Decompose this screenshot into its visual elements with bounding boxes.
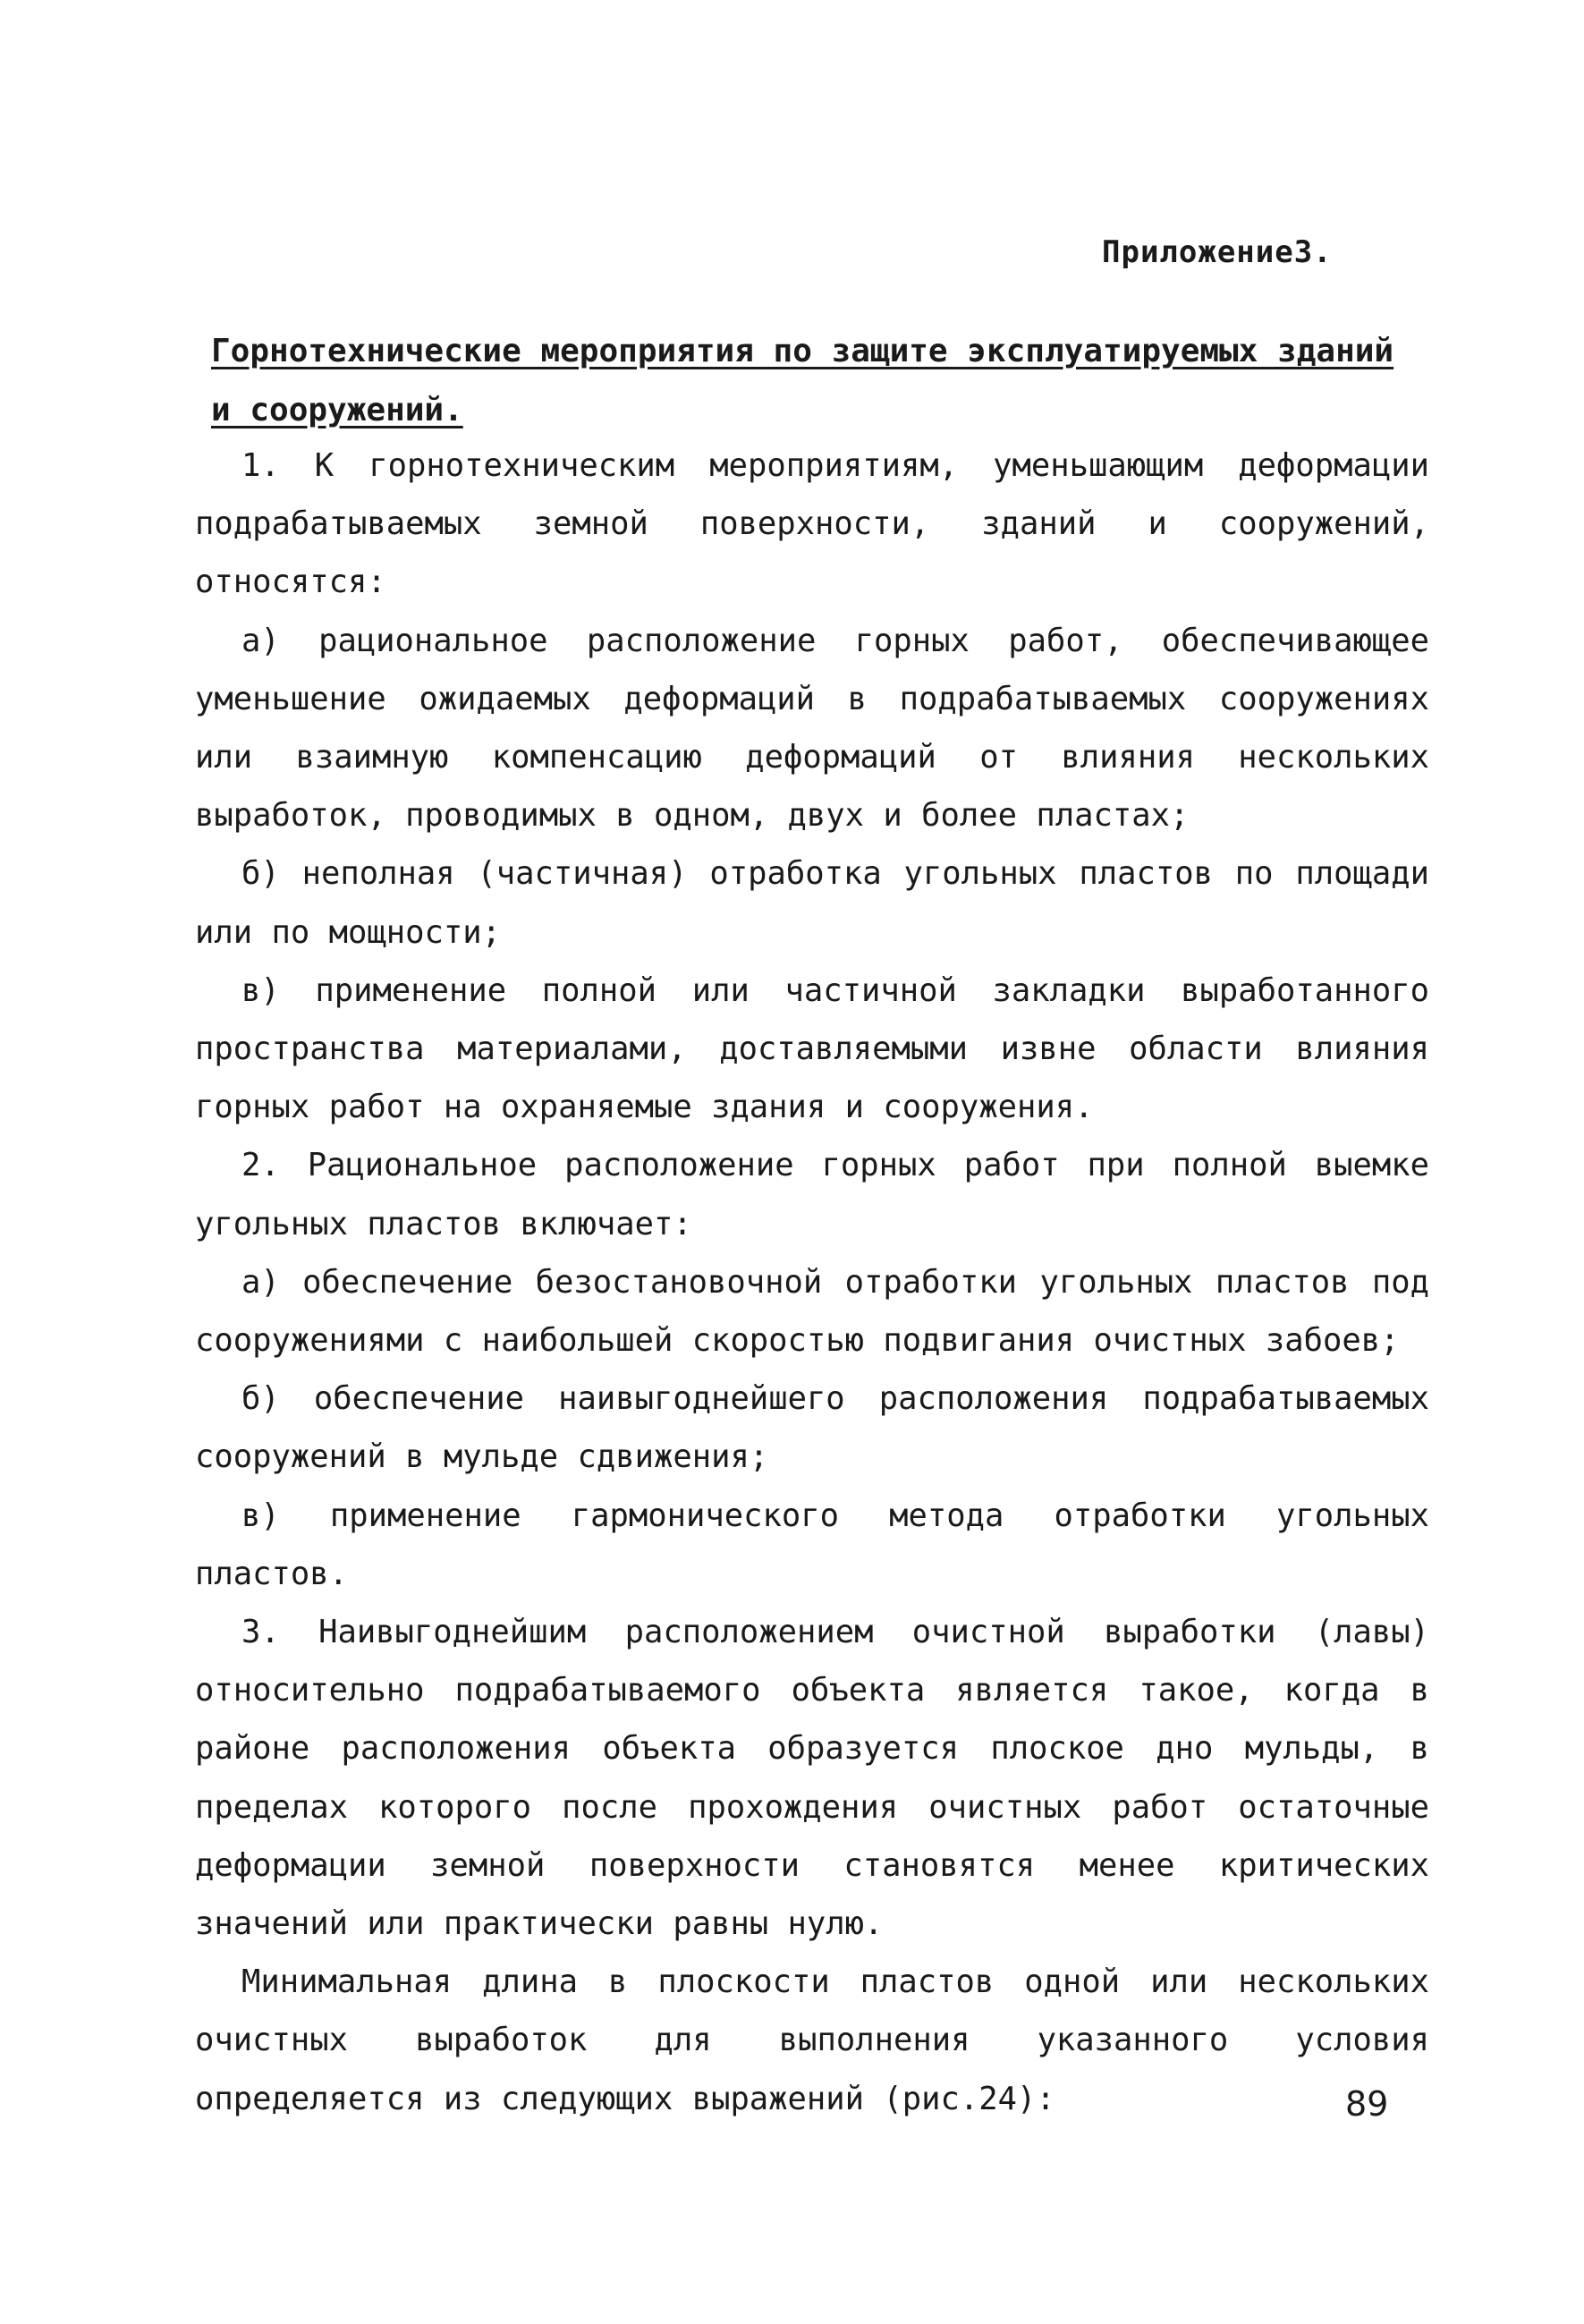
body-text (195, 437, 1429, 2128)
paragraph-1a: а) рациональное расположение горных работ, обеспечивающее уменьшение ожидаемых деформаций в подрабатываемых сооружениях или взаимную компенсацию деформаций от влияния нескольких выработок, проводимых в одном, двух и более пластах; (195, 622, 1429, 835)
paragraph-2: 2. Рациональное расположение горных работ при полной выемке угольных пластов включает: (195, 1147, 1429, 1243)
paragraph-2c: в) применение гармонического метода отработки угольных пластов. (195, 1497, 1429, 1592)
page-number: 89 (1345, 2084, 1389, 2124)
paragraph-1b: б) неполная (частичная) отработка угольных пластов по площади или по мощности; (195, 855, 1429, 951)
paragraph-3: 3. Наивыгоднейшим расположением очистной выработки (лавы) относительно подрабатываемого объекта является такое, когда в районе расположения объекта образуется плоское дно мульды, в пределах которого после прохождения очистных работ остаточные деформации земной поверхности становятся менее критических значений или практически равны нулю. (195, 1614, 1429, 1943)
paragraph-1: 1. К горнотехническим мероприятиям, уменьшающим деформации подрабатываемых земной поверхности, зданий и сооружений, относятся: (195, 447, 1429, 601)
paragraph-4: Минимальная длина в плоскости пластов одной или нескольких очистных выработок для выполнения указанного условия определяется из следующих выражений (рис.24): (195, 1964, 1429, 2117)
section-title: Горнотехнические мероприятия по защите эксплуатируемых зданий и сооружений. (211, 333, 1394, 428)
appendix-label: Приложение3. (1102, 234, 1333, 270)
paragraph-2b: б) обеспечение наивыгоднейшего расположения подрабатываемых сооружений в мульде сдвижения; (195, 1380, 1429, 1476)
paragraph-1c: в) применение полной или частичной закладки выработанного пространства материалами, доставляемыми извне области влияния горных работ на охраняемые здания и сооружения. (195, 971, 1429, 1126)
paragraph-2a: а) обеспечение безостановочной отработки угольных пластов под сооружениями с наибольшей скоростью подвигания очистных забоев; (195, 1263, 1429, 1360)
